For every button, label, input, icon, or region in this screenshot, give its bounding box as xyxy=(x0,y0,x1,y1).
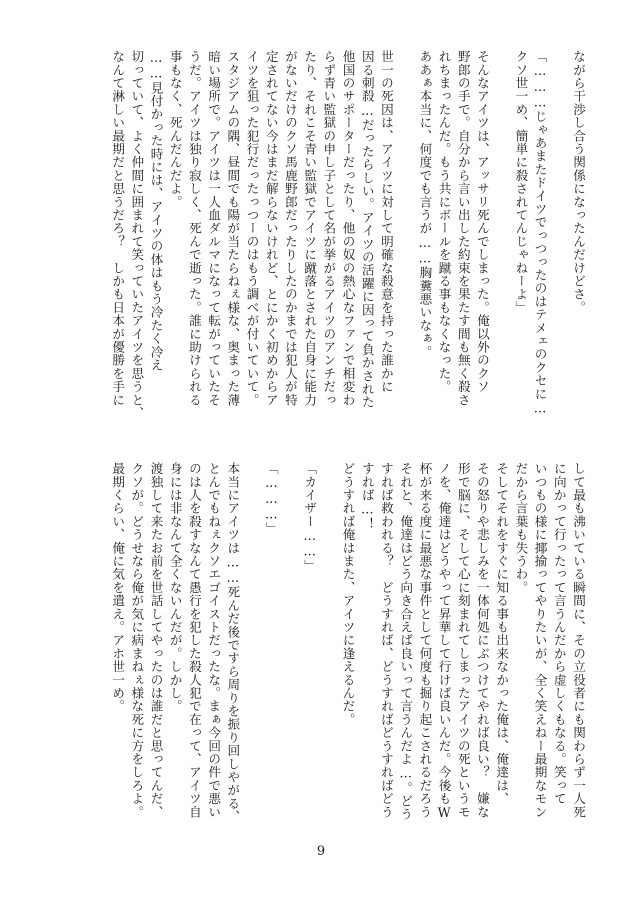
text-line: ……見付かった時には、アイツの体はもう冷たく冷え xyxy=(148,50,164,372)
text-line: だから言葉も失うわ。 xyxy=(513,462,529,594)
text-line: ああぁ本当に、何度でも言うが……胸糞悪いなぁ。 xyxy=(417,50,433,359)
text-line: そしてそれをすぐに知る事も出来なかった俺は、俺達は、 xyxy=(494,462,510,806)
text-line: 因る刺殺…だったらしい。アイツの活躍に因って負かされた xyxy=(359,50,375,409)
text-line: 身には非なんて全くないんだが。しかし。 xyxy=(167,462,183,713)
text-line: クソが。どうせなら俺が気に病まねぇ様な死に方をしろよ。 xyxy=(129,462,145,819)
text-line: いつもの様に揶揄ってやりたいが、全く笑えねー最期なモン xyxy=(532,462,548,819)
text-line: に向かって行ったって言うんだから虚しくもなる。笑って xyxy=(551,462,567,806)
text-line: 野郎の手で。自分から言い出した約束を果たす間も無く殺さ xyxy=(455,50,471,407)
text-line: とんでもねぇクソエゴイストだったな。まぁ今回の件で悪い xyxy=(206,462,222,819)
text-line: 最期くらい、俺に気を遣え。アホ世一め。 xyxy=(110,462,126,713)
text-line: たり、それこそ青い監獄でアイツに蹴落とされた自身に能力 xyxy=(302,50,318,407)
text-line: らず青い監獄の申し子として名が挙がるアイツのアンチだっ xyxy=(321,50,337,407)
text-line xyxy=(396,50,415,424)
text-line: すれば救われる？ どうすれば、どうすればどうすればどう xyxy=(378,462,394,819)
text-line: ながら干渉し合う関係になったんだけどさ。 xyxy=(571,50,586,314)
text-line: 「………じゃあまたドイツでっつったのはテメェのクセに… xyxy=(532,50,548,416)
text-line: うだ。アイツは独り寂しく、死んで逝った。誰に助けられる xyxy=(186,50,202,407)
text-line: 切っていて、よく仲間に囲まれて笑っていたアイツを思うと、 xyxy=(129,50,145,420)
text-line: クソ世一め、簡単に殺されてんじゃねーよ」 xyxy=(513,50,529,314)
text-line: れちまったんだ。もう共にボールを蹴る事もなくなった。 xyxy=(436,50,452,394)
text-line: 本当にアイツは……死んだ後ですら周りを振り回しやがる、 xyxy=(225,462,241,824)
text-line: 事もなく、死んだんだよ。 xyxy=(167,50,183,209)
text-line: すれば…！ xyxy=(359,462,375,531)
text-line: 「カイザー……」 xyxy=(302,462,318,573)
text-line: 「………」 xyxy=(263,462,279,536)
text-line: 世一の死因は、アイツに対して明確な殺意を持った誰かに xyxy=(378,50,394,394)
text-line: どうすれば俺はまた、アイツに逢えるんだ。 xyxy=(340,462,356,726)
text-line: 暗い場所で。アイツは一人血ダルマになって転がっていたそ xyxy=(206,50,222,407)
text-line xyxy=(550,50,569,424)
text-line: がないだけのクソ馬鹿野郎だったりしたのかまでは犯人が特 xyxy=(282,50,298,407)
text-line xyxy=(319,462,338,836)
text-line: スタジアムの隅、昼間でも陽が当たらねぇ様な、奥まった薄 xyxy=(225,50,241,407)
text-line: イツを狙った犯行だったっつーのはもう調べが付いていて。 xyxy=(244,50,260,407)
text-line: ノを、俺達はどうやって昇華して行けば良いんだ。今後もW xyxy=(436,462,452,821)
upper-text-block xyxy=(48,50,588,424)
text-line: 他国のサポーターだったり、他の奴の熱心なファンで相変わ xyxy=(340,50,356,407)
lower-text-block xyxy=(48,462,588,836)
text-line xyxy=(242,462,261,836)
text-line: その怒りや悲しみを一体何処にぶつけてやれば良い？ 嫌な xyxy=(474,462,490,819)
text-line: 形で脳に、そして心に刻まれてしまったアイツの死というモ xyxy=(455,462,471,819)
text-line: そんなアイツは、アッサリ死んでしまった。俺以外のクソ xyxy=(474,50,490,394)
text-line: 渡独して来たお前を世話してやったのは誰だと思ってんだ、 xyxy=(148,462,164,819)
text-line xyxy=(492,50,511,424)
text-line: なんて淋しい最期だと思うだろ？ しかも日本が優勝を手に xyxy=(110,50,126,407)
text-line: 杯が来る度に最悪な事件として何度も掘り起こされるだろう xyxy=(417,462,433,819)
text-line: 定されてない今はまだ解らないけれど、とにかく初めからア xyxy=(263,50,279,407)
text-line: のは人を殺すなんて愚行を犯した殺人犯で在って、アイツ自 xyxy=(186,462,202,819)
text-line: それと、俺達はどう向き合えば良いって言うんだよ…。どう xyxy=(398,462,414,821)
page-number: 9 xyxy=(316,844,326,859)
text-line xyxy=(281,462,300,836)
text-line: して最も沸いている瞬間に、その立役者にも関わらず一人死 xyxy=(571,462,586,819)
